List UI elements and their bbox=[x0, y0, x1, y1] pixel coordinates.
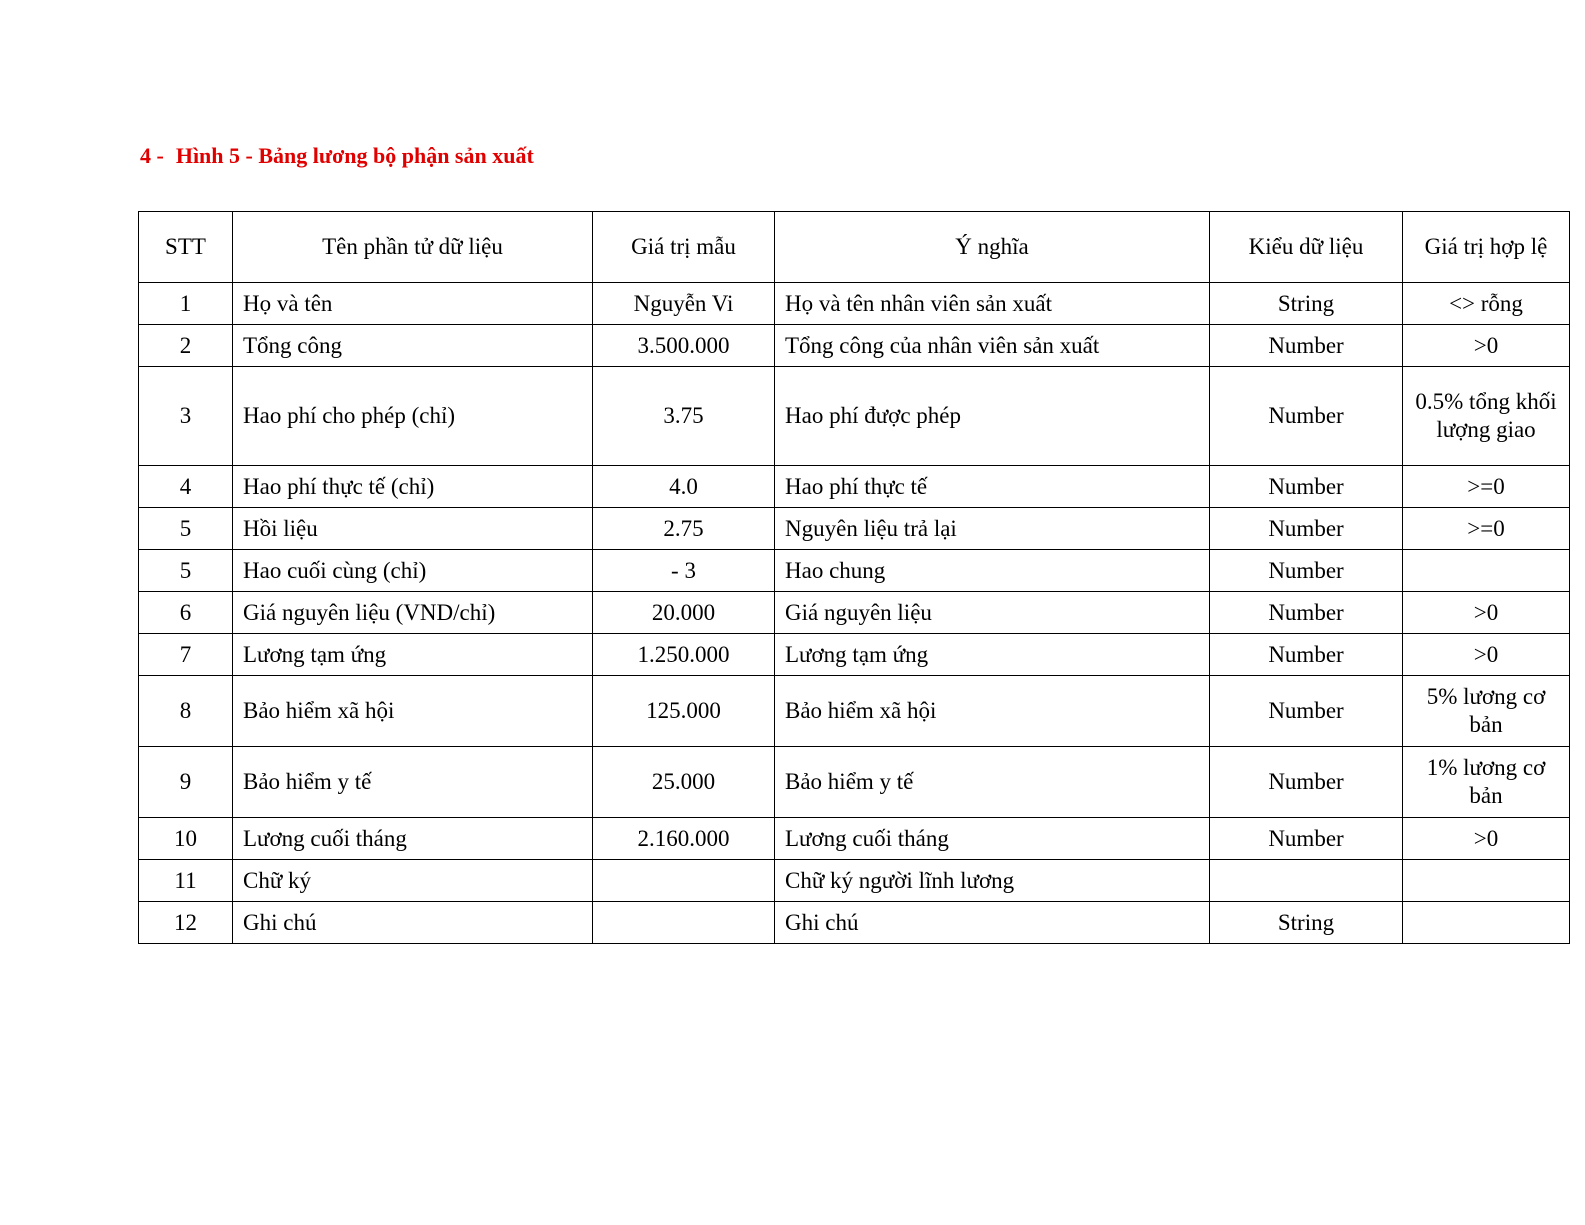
section-title: Hình 5 - Bảng lương bộ phận sản xuất bbox=[175, 143, 534, 168]
table-row bbox=[139, 325, 1570, 367]
cell-meaning: Hao phí thực tế bbox=[775, 466, 1210, 508]
cell-sample: Nguyễn Vi bbox=[593, 283, 775, 325]
cell-type: Number bbox=[1210, 550, 1403, 592]
cell-sample: 25.000 bbox=[593, 747, 775, 818]
cell-type: Number bbox=[1210, 747, 1403, 818]
cell-sample: 1.250.000 bbox=[593, 634, 775, 676]
cell-meaning: Hao phí được phép bbox=[775, 367, 1210, 466]
cell-sample bbox=[593, 902, 775, 944]
cell-valid: >0 bbox=[1403, 592, 1570, 634]
cell-meaning: Nguyên liệu trả lại bbox=[775, 508, 1210, 550]
cell-meaning: Lương tạm ứng bbox=[775, 634, 1210, 676]
cell-name: Tổng công bbox=[233, 325, 593, 367]
cell-type: Number bbox=[1210, 466, 1403, 508]
cell-stt: 3 bbox=[139, 367, 233, 466]
cell-valid: >=0 bbox=[1403, 508, 1570, 550]
cell-stt: 11 bbox=[139, 860, 233, 902]
table-row bbox=[139, 367, 1570, 466]
cell-stt: 7 bbox=[139, 634, 233, 676]
cell-sample: 125.000 bbox=[593, 676, 775, 747]
cell-type: Number bbox=[1210, 592, 1403, 634]
cell-name: Giá nguyên liệu (VND/chỉ) bbox=[233, 592, 593, 634]
table-row bbox=[139, 466, 1570, 508]
cell-valid bbox=[1403, 902, 1570, 944]
cell-valid: 1% lương cơ bản bbox=[1403, 747, 1570, 818]
cell-name: Ghi chú bbox=[233, 902, 593, 944]
cell-stt: 6 bbox=[139, 592, 233, 634]
cell-type: Number bbox=[1210, 367, 1403, 466]
cell-stt: 4 bbox=[139, 466, 233, 508]
cell-sample: 20.000 bbox=[593, 592, 775, 634]
cell-meaning: Họ và tên nhân viên sản xuất bbox=[775, 283, 1210, 325]
cell-valid: 0.5% tổng khối lượng giao bbox=[1403, 367, 1570, 466]
header-stt: STT bbox=[139, 212, 233, 283]
table-row bbox=[139, 902, 1570, 944]
cell-sample bbox=[593, 860, 775, 902]
cell-stt: 1 bbox=[139, 283, 233, 325]
cell-type: String bbox=[1210, 283, 1403, 325]
header-sample: Giá trị mẫu bbox=[593, 212, 775, 283]
table-row bbox=[139, 592, 1570, 634]
cell-sample: 2.160.000 bbox=[593, 818, 775, 860]
cell-sample: - 3 bbox=[593, 550, 775, 592]
cell-stt: 12 bbox=[139, 902, 233, 944]
cell-valid: >0 bbox=[1403, 818, 1570, 860]
cell-name: Chữ ký bbox=[233, 860, 593, 902]
header-type: Kiểu dữ liệu bbox=[1210, 212, 1403, 283]
section-heading bbox=[140, 143, 534, 169]
cell-stt: 10 bbox=[139, 818, 233, 860]
cell-name: Hao phí cho phép (chỉ) bbox=[233, 367, 593, 466]
section-number: 4 - bbox=[140, 143, 164, 168]
cell-type: Number bbox=[1210, 325, 1403, 367]
cell-valid: >0 bbox=[1403, 325, 1570, 367]
header-name: Tên phần tử dữ liệu bbox=[233, 212, 593, 283]
cell-sample: 3.75 bbox=[593, 367, 775, 466]
salary-spec-table bbox=[138, 211, 1570, 944]
cell-name: Hao phí thực tế (chỉ) bbox=[233, 466, 593, 508]
cell-name: Lương cuối tháng bbox=[233, 818, 593, 860]
cell-stt: 8 bbox=[139, 676, 233, 747]
cell-type: Number bbox=[1210, 508, 1403, 550]
table-header-row bbox=[139, 212, 1570, 283]
cell-stt: 9 bbox=[139, 747, 233, 818]
cell-type: Number bbox=[1210, 818, 1403, 860]
header-meaning: Ý nghĩa bbox=[775, 212, 1210, 283]
cell-name: Họ và tên bbox=[233, 283, 593, 325]
cell-meaning: Giá nguyên liệu bbox=[775, 592, 1210, 634]
cell-valid bbox=[1403, 860, 1570, 902]
cell-name: Hao cuối cùng (chỉ) bbox=[233, 550, 593, 592]
cell-name: Hồi liệu bbox=[233, 508, 593, 550]
cell-sample: 4.0 bbox=[593, 466, 775, 508]
cell-name: Lương tạm ứng bbox=[233, 634, 593, 676]
cell-meaning: Tổng công của nhân viên sản xuất bbox=[775, 325, 1210, 367]
cell-sample: 3.500.000 bbox=[593, 325, 775, 367]
cell-meaning: Lương cuối tháng bbox=[775, 818, 1210, 860]
cell-valid bbox=[1403, 550, 1570, 592]
cell-type: Number bbox=[1210, 634, 1403, 676]
cell-type: Number bbox=[1210, 676, 1403, 747]
cell-valid: <> rỗng bbox=[1403, 283, 1570, 325]
table-row bbox=[139, 860, 1570, 902]
cell-meaning: Chữ ký người lĩnh lương bbox=[775, 860, 1210, 902]
table-row bbox=[139, 508, 1570, 550]
cell-stt: 5 bbox=[139, 508, 233, 550]
cell-type bbox=[1210, 860, 1403, 902]
table-row bbox=[139, 550, 1570, 592]
cell-meaning: Bảo hiểm y tế bbox=[775, 747, 1210, 818]
header-valid: Giá trị hợp lệ bbox=[1403, 212, 1570, 283]
cell-meaning: Bảo hiểm xã hội bbox=[775, 676, 1210, 747]
table-row bbox=[139, 634, 1570, 676]
table-row bbox=[139, 283, 1570, 325]
cell-meaning: Ghi chú bbox=[775, 902, 1210, 944]
table-row bbox=[139, 676, 1570, 747]
cell-meaning: Hao chung bbox=[775, 550, 1210, 592]
cell-type: String bbox=[1210, 902, 1403, 944]
table-row bbox=[139, 747, 1570, 818]
table-row bbox=[139, 818, 1570, 860]
cell-valid: >0 bbox=[1403, 634, 1570, 676]
cell-sample: 2.75 bbox=[593, 508, 775, 550]
cell-valid: 5% lương cơ bản bbox=[1403, 676, 1570, 747]
cell-name: Bảo hiểm y tế bbox=[233, 747, 593, 818]
cell-valid: >=0 bbox=[1403, 466, 1570, 508]
cell-stt: 5 bbox=[139, 550, 233, 592]
cell-stt: 2 bbox=[139, 325, 233, 367]
cell-name: Bảo hiểm xã hội bbox=[233, 676, 593, 747]
